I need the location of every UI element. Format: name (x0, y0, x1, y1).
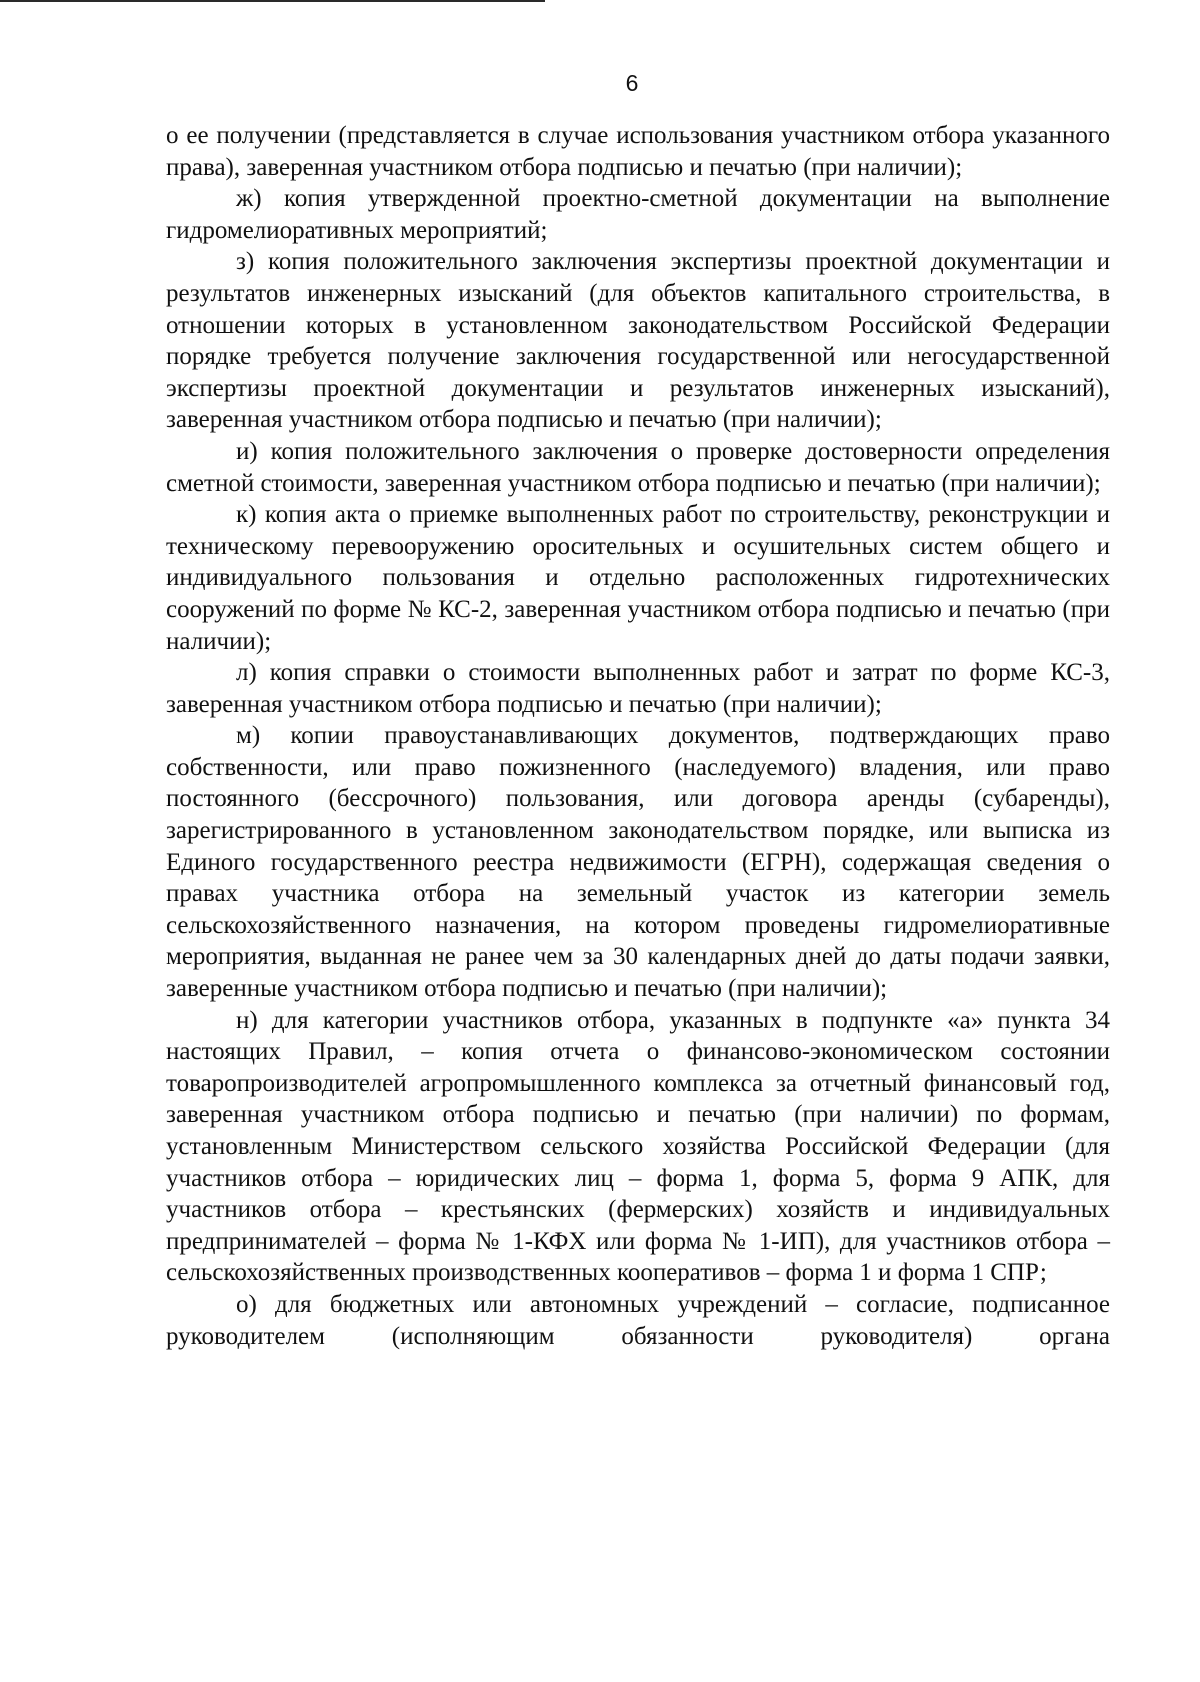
paragraph-item-m: м) копии правоустанавливающих документов, подтверждающих право собственности, или право пожизненного (наследуемого) владения, или право постоянного (бессрочного) пользования, или договора аренды (субаренды), зарегистрированного в установленном законодательством порядке, или выписка из Единого государственного реестра недвижимости (ЕГРН), содержащая сведения о правах участника отбора на земельный участок из категории земель сельскохозяйственного назначения, на котором проведены гидромелиоративные мероприятия, выданная не ранее чем за 30 календарных дней до даты подачи заявки, заверенные участником отбора подписью и печатью (при наличии); (166, 722, 1110, 1003)
paragraph-item-i: и) копия положительного заключения о проверке достоверности определения сметной стоимости, заверенная участником отбора подписью и печатью (при наличии); (166, 437, 1110, 497)
paragraph-item-n: н) для категории участников отбора, указанных в подпункте «а» пункта 34 настоящих Правил, – копия отчета о финансово-экономическом состоянии товаропроизводителей агропромышленного комплекса за отчетный финансовый год, заверенная участником отбора подписью и печатью (при наличии) по формам, установленным Министерством сельского хозяйства Российской Федерации (для участников отбора – юридических лиц – форма 1, форма 5, форма 9 АПК, для участников отбора – крестьянских (фермерских) хозяйств и индивидуальных предпринимателей – форма № 1-КФХ или форма № 1-ИП), для участников отбора – сельскохозяйственных производственных кооперативов – форма 1 и форма 1 СПР; (166, 1006, 1110, 1287)
page-number: 6 (625, 70, 639, 96)
paragraph-item-o: о) для бюджетных или автономных учреждений – согласие, подписанное руководителем (исполняющим обязанности руководителя) органа (166, 1290, 1110, 1350)
paragraph-item-k: к) копия акта о приемке выполненных работ по строительству, реконструкции и техническому перевооружению оросительных и осушительных систем общего и индивидуального пользования и отдельно расположенных гидротехнических сооружений по форме № КС-2, заверенная участником отбора подписью и печатью (при наличии); (166, 501, 1110, 655)
paragraph-continuation: о ее получении (представляется в случае использования участником отбора указанного права), заверенная участником отбора подписью и печатью (при наличии); (166, 122, 1110, 181)
scan-edge-line (0, 0, 545, 2)
paragraph-item-zh: ж) копия утвержденной проектно-сметной документации на выполнение гидромелиоративных мероприятий; (166, 185, 1110, 244)
document-body (166, 120, 1110, 1352)
paragraph-item-z: з) копия положительного заключения экспертизы проектной документации и результатов инженерных изысканий (для объектов капитального строительства, в отношении которых в установленном законодательством Российской Федерации порядке требуется получение заключения государственной или негосударственной экспертизы проектной документации и результатов инженерных изысканий), заверенная участником отбора подписью и печатью (при наличии); (166, 248, 1110, 434)
paragraph-item-l: л) копия справки о стоимости выполненных работ и затрат по форме КС-3, заверенная участником отбора подписью и печатью (при наличии); (166, 659, 1110, 718)
